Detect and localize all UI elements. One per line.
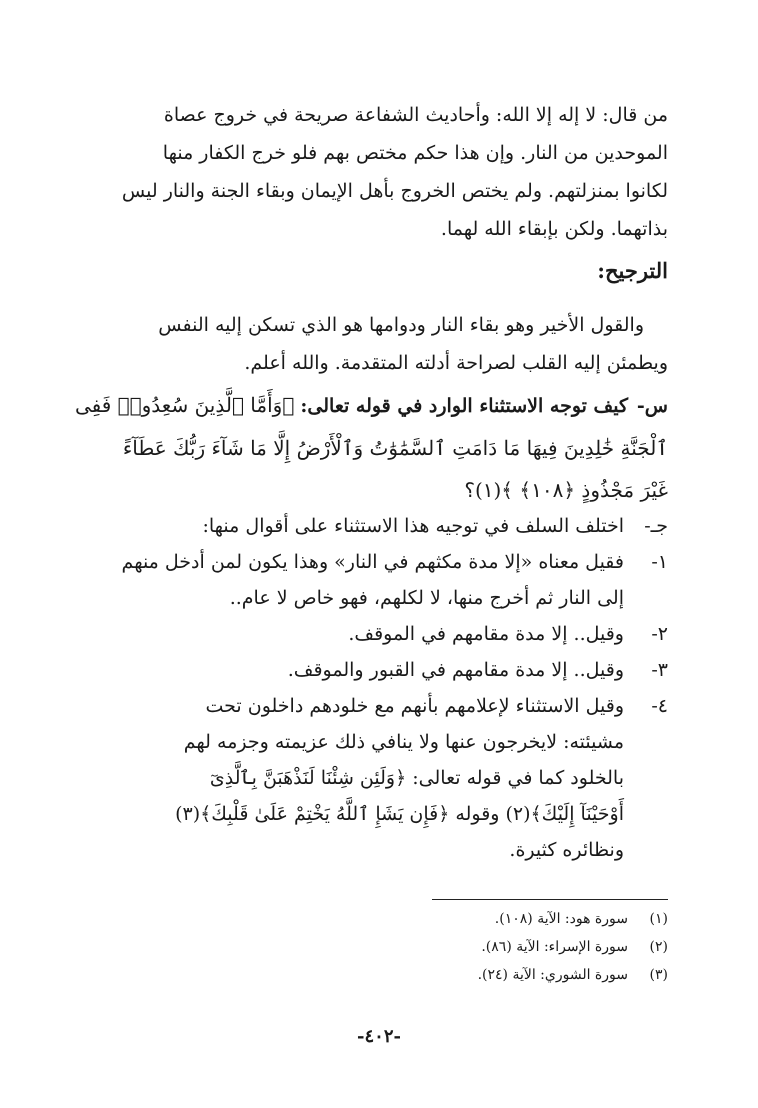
verse-line: غَيْرَ مَجْذُوذٍ ﴿١٠٨﴾ ﴾(١)؟ [464,478,668,502]
text-line: لكانوا بمنزلتهم. ولم يختص الخروج بأهل الإيمان وبقاء الجنة والنار ليس [121,180,668,202]
footnote-number: (٢) [649,939,668,955]
list-text-cont: ونظائره كثيرة. [509,839,624,861]
list-item [98,652,668,688]
question-line [74,384,668,427]
list-text-cont: إلى النار ثم أخرج منها، لا لكلهم، فهو خاص لا عام.. [229,587,624,609]
text-line: ويطمئن إليه القلب لصراحة أدلته المتقدمة. والله أعلم. [244,352,668,374]
list-item [98,688,668,724]
page-number: -٤٠٢- [357,1026,401,1047]
answer-text: اختلف السلف في توجيه هذا الاستثناء على أقوال منها: [202,515,624,537]
footnote-divider [432,899,668,900]
list-text-cont: مشيئته: لايخرجون عنها ولا ينافي ذلك عزيمته وجزمه لهم [183,731,624,753]
text-line: والقول الأخير وهو بقاء النار ودوامها هو الذي تسكن إليه النفس [158,314,644,336]
question-block [74,384,668,511]
footnote [481,934,668,960]
list-text: وقيل.. إلا مدة مقامهم في القبور والموقف. [287,659,624,681]
footnote-number: (٣) [649,967,668,983]
list-number: ٣- [651,659,668,681]
question-text: كيف توجه الاستثناء الوارد في قوله تعالى: [300,395,628,417]
footnote-number: (١) [649,911,668,927]
verse-line: ٱلْجَنَّةِ خَٰلِدِينَ فِيهَا مَا دَامَتِ ٱلسَّمَٰوَٰتُ وَٱلْأَرْضُ إِلَّا مَا شَآءَ رَبُّكَ عَطَآءً [122,436,668,460]
list-number: ٤- [651,695,668,717]
answer-marker: جـ- [644,515,668,537]
list-text-cont: أَوْحَيْنَآ إِلَيْكَ﴾(٢) وقوله ﴿فَإِن يَشَإِ ٱللَّهُ يَخْتِمْ عَلَىٰ قَلْبِكَ﴾(٣) [175,803,624,825]
section-heading: الترجيح: [597,258,668,283]
list-text: وقيل.. إلا مدة مقامهم في الموقف. [348,623,624,645]
paragraph-2 [100,306,668,382]
list-number: ٢- [651,623,668,645]
text-line: بذاتهما. ولكن بإبقاء الله لهما. [440,218,668,240]
paragraph-1 [100,96,668,248]
text-line: الموحدين من النار. وإن هذا حكم مختص بهم فلو خرج الكفار منها [162,142,668,164]
footnote-text: سورة الشوري: الآية (٢٤). [477,967,628,983]
verse-text: ﴿وَأَمَّا ٱلَّذِينَ سُعِدُوا۟ فَفِى [74,393,295,417]
footnote [495,906,668,932]
footnote-text: سورة الإسراء: الآية (٨٦). [481,939,628,955]
footnote [478,962,668,988]
answer-block [98,508,668,868]
list-item [98,544,668,580]
list-item [98,616,668,652]
question-marker: س- [636,395,668,417]
list-text-cont: بالخلود كما في قوله تعالى: ﴿وَلَئِن شِئْنَا لَنَذْهَبَنَّ بِٱلَّذِىٓ [209,767,624,789]
footnote-text: سورة هود: الآية (١٠٨). [494,911,628,927]
text-line: من قال: لا إله إلا الله: وأحاديث الشفاعة صريحة في خروج عصاة [163,104,668,126]
list-text: وقيل الاستثناء لإعلامهم بأنهم مع خلودهم داخلون تحت [205,695,624,717]
list-number: ١- [651,551,668,573]
answer-intro [98,508,668,544]
list-text: فقيل معناه «إلا مدة مكثهم في النار» وهذا يكون لمن أدخل منهم [121,551,624,573]
